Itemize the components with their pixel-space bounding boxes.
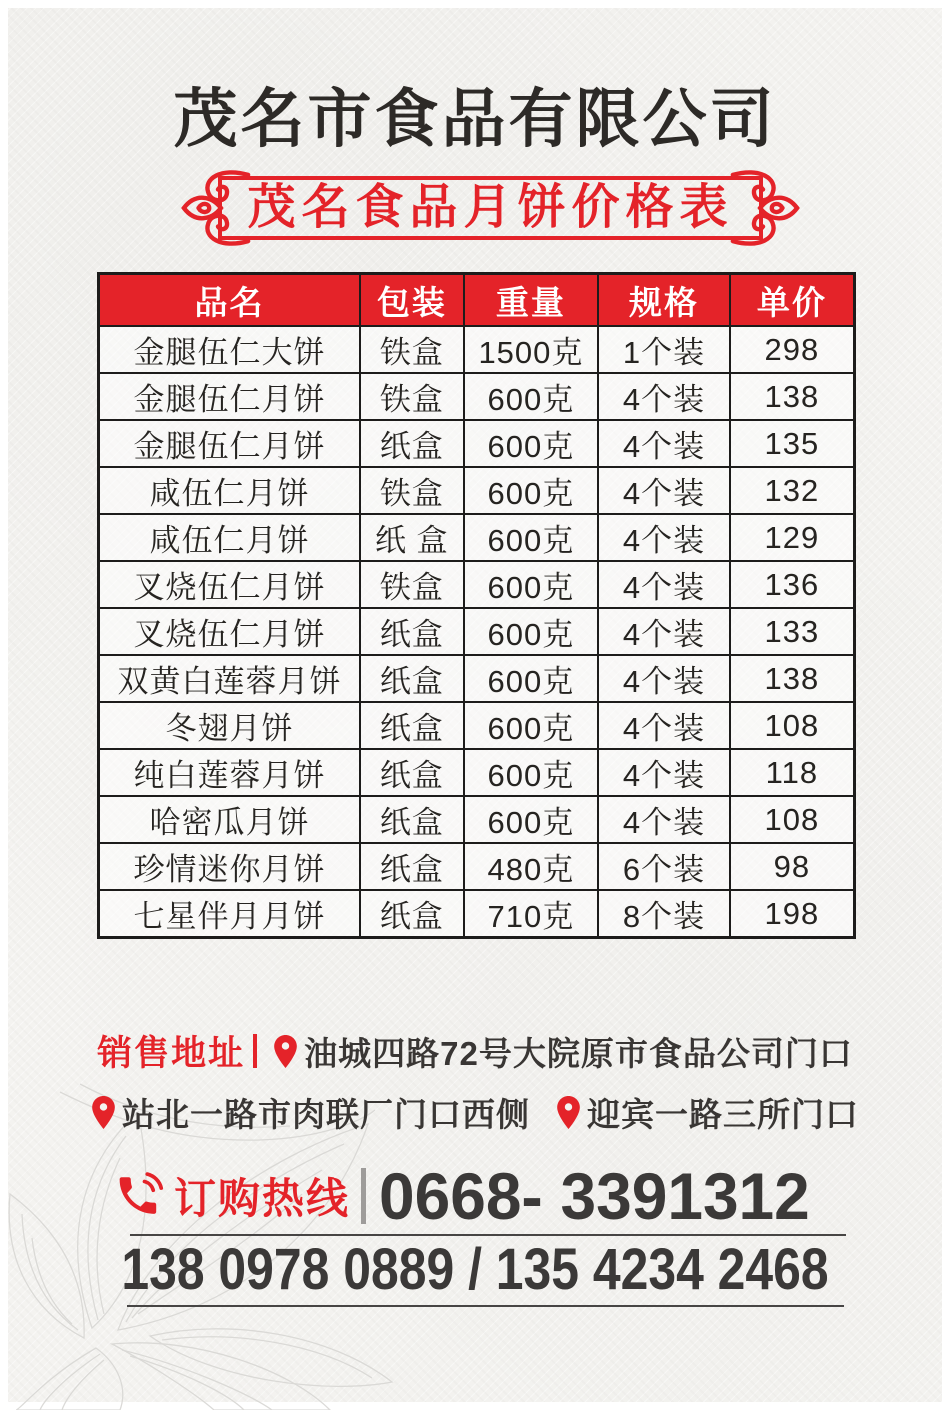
divider-line — [130, 1234, 846, 1236]
cell-packaging: 纸盒 — [360, 796, 464, 843]
cell-packaging: 铁盒 — [360, 561, 464, 608]
cell-weight: 600克 — [464, 420, 599, 467]
cell-weight: 600克 — [464, 655, 599, 702]
cell-packaging: 纸盒 — [360, 702, 464, 749]
address-line-2 — [91, 1089, 859, 1136]
address-label-divider — [253, 1034, 257, 1068]
cell-weight: 600克 — [464, 514, 599, 561]
cell-packaging: 纸盒 — [360, 608, 464, 655]
cell-weight: 1500克 — [464, 326, 599, 373]
column-header-spec: 规格 — [598, 274, 730, 327]
location-pin-icon — [91, 1095, 116, 1130]
column-header-packaging: 包装 — [360, 274, 464, 327]
cell-weight: 600克 — [464, 373, 599, 420]
cell-product-name: 咸伍仁月饼 — [99, 467, 361, 514]
address-location-1: 油城四路72号大院原市食品公司门口 — [304, 1034, 853, 1072]
address-location-3: 迎宾一路三所门口 — [587, 1096, 859, 1133]
cell-product-name: 金腿伍仁月饼 — [99, 373, 361, 420]
hotline-label: 订购热线 — [174, 1175, 351, 1222]
cell-product-name: 哈密瓜月饼 — [99, 796, 361, 843]
cell-spec: 4个装 — [598, 514, 730, 561]
ruyi-scroll-ornament-icon — [180, 165, 254, 251]
table-row — [99, 796, 855, 843]
cell-packaging: 纸 盒 — [360, 514, 464, 561]
table-row — [99, 655, 855, 702]
cell-spec: 4个装 — [598, 702, 730, 749]
table-row — [99, 467, 855, 514]
column-header-weight: 重量 — [464, 274, 599, 327]
cell-weight: 600克 — [464, 561, 599, 608]
cell-unit-price: 138 — [730, 373, 855, 420]
column-header-product-name: 品名 — [99, 274, 361, 327]
table-row — [99, 608, 855, 655]
cell-spec: 4个装 — [598, 561, 730, 608]
table-row — [99, 843, 855, 890]
price-table — [97, 272, 856, 939]
cell-weight: 600克 — [464, 608, 599, 655]
cell-product-name: 纯白莲蓉月饼 — [99, 749, 361, 796]
cell-unit-price: 133 — [730, 608, 855, 655]
cell-unit-price: 129 — [730, 514, 855, 561]
cell-unit-price: 198 — [730, 890, 855, 938]
cell-unit-price: 132 — [730, 467, 855, 514]
cell-unit-price: 135 — [730, 420, 855, 467]
phone-call-icon — [112, 1170, 164, 1222]
hotline-main-number: 0668- 3391312 — [379, 1159, 810, 1233]
ruyi-scroll-ornament-icon — [727, 165, 801, 251]
cell-weight: 600克 — [464, 749, 599, 796]
cell-packaging: 纸盒 — [360, 749, 464, 796]
cell-spec: 4个装 — [598, 608, 730, 655]
cell-spec: 1个装 — [598, 326, 730, 373]
price-table-head — [99, 274, 855, 327]
cell-weight: 600克 — [464, 467, 599, 514]
column-header-unit-price: 单价 — [730, 274, 855, 327]
cell-product-name: 金腿伍仁月饼 — [99, 420, 361, 467]
cell-product-name: 金腿伍仁大饼 — [99, 326, 361, 373]
cell-spec: 4个装 — [598, 749, 730, 796]
address-location-2: 站北一路市肉联厂门口西侧 — [122, 1096, 530, 1133]
table-row — [99, 702, 855, 749]
cell-unit-price: 136 — [730, 561, 855, 608]
address-label: 销售地址 — [97, 1034, 246, 1073]
location-pin-icon — [273, 1034, 298, 1069]
cell-weight: 480克 — [464, 843, 599, 890]
address-line-1 — [97, 1026, 853, 1076]
cell-weight: 710克 — [464, 890, 599, 938]
cell-packaging: 纸盒 — [360, 843, 464, 890]
cell-unit-price: 108 — [730, 796, 855, 843]
cell-spec: 4个装 — [598, 373, 730, 420]
hotline-row — [112, 1158, 823, 1234]
banner-title-frame — [218, 176, 763, 240]
hotline-mobile-numbers: 138 0978 0889 / 135 4234 2468 — [121, 1237, 829, 1302]
cell-spec: 6个装 — [598, 843, 730, 890]
cell-packaging: 铁盒 — [360, 326, 464, 373]
cell-weight: 600克 — [464, 796, 599, 843]
cell-packaging: 纸盒 — [360, 420, 464, 467]
cell-packaging: 纸盒 — [360, 890, 464, 938]
cell-spec: 4个装 — [598, 655, 730, 702]
divider-line — [127, 1305, 844, 1307]
cell-product-name: 七星伴月月饼 — [99, 890, 361, 938]
cell-product-name: 咸伍仁月饼 — [99, 514, 361, 561]
table-row — [99, 420, 855, 467]
hotline-divider — [361, 1168, 366, 1224]
cell-unit-price: 108 — [730, 702, 855, 749]
banner-title: 茂名食品月饼价格表 — [247, 181, 734, 234]
cell-product-name: 双黄白莲蓉月饼 — [99, 655, 361, 702]
cell-packaging: 纸盒 — [360, 655, 464, 702]
cell-spec: 8个装 — [598, 890, 730, 938]
company-title: 茂名市食品有限公司 — [173, 84, 777, 155]
cell-spec: 4个装 — [598, 467, 730, 514]
table-row — [99, 326, 855, 373]
cell-packaging: 铁盒 — [360, 373, 464, 420]
cell-spec: 4个装 — [598, 420, 730, 467]
cell-product-name: 珍情迷你月饼 — [99, 843, 361, 890]
table-row — [99, 373, 855, 420]
cell-unit-price: 298 — [730, 326, 855, 373]
table-row — [99, 514, 855, 561]
price-table-body — [99, 326, 855, 938]
address-block — [0, 1026, 950, 1136]
cell-packaging: 铁盒 — [360, 467, 464, 514]
table-row — [99, 749, 855, 796]
location-pin-icon — [556, 1095, 581, 1130]
table-row — [99, 561, 855, 608]
cell-spec: 4个装 — [598, 796, 730, 843]
cell-product-name: 冬翅月饼 — [99, 702, 361, 749]
cell-weight: 600克 — [464, 702, 599, 749]
cell-product-name: 叉烧伍仁月饼 — [99, 608, 361, 655]
header-row — [99, 274, 855, 327]
cell-unit-price: 118 — [730, 749, 855, 796]
table-row — [99, 890, 855, 938]
cell-unit-price: 138 — [730, 655, 855, 702]
cell-product-name: 叉烧伍仁月饼 — [99, 561, 361, 608]
cell-unit-price: 98 — [730, 843, 855, 890]
